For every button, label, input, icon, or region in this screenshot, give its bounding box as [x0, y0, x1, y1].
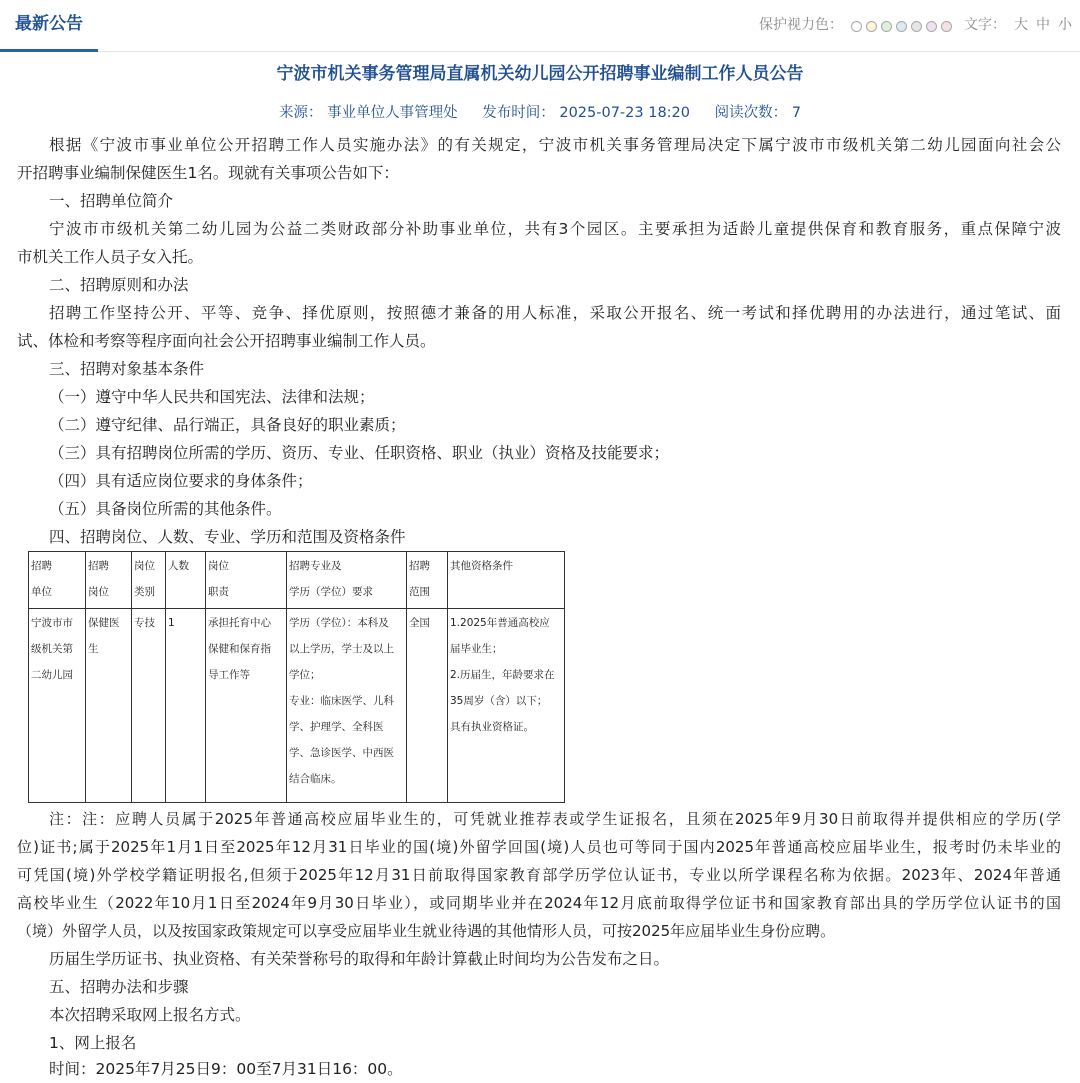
article-title: 宁波市机关事务管理局直属机关幼儿园公开招聘事业编制工作人员公告: [276, 64, 804, 84]
article-publish-time: 发布时间： 2025-07-23 18:20: [482, 105, 691, 121]
text-size-label: 文字：: [964, 17, 1006, 34]
body-line: 市机关工作人员子女入托。: [17, 248, 204, 266]
header-cell: 其他资格条件: [448, 552, 565, 609]
body-line: 宁波市市级机关第二幼儿园为公益二类财政部分补助事业单位，共有3个园区。主要承担为适龄儿童提供保育和教育服务，重点保障宁波: [49, 220, 1061, 238]
top-bar: [0, 0, 1080, 52]
body-line: 根据《宁波市事业单位公开招聘工作人员实施办法》的有关规定，宁波市机关事务管理局决定下属宁波市市级机关第二幼儿园面向社会公: [49, 136, 1061, 154]
table-cell: 宁波市市 级机关第 二幼儿园: [29, 609, 86, 803]
display-preferences: [759, 0, 1072, 52]
table-header-row: [29, 552, 565, 609]
header-cell: 招聘 岗位: [86, 552, 132, 609]
table-cell: 1.2025年普通高校应 届毕业生； 2.历届生，年龄要求在 35周岁（含）以下； 具有执业资格证。: [448, 609, 565, 803]
header-cell: 人数: [166, 552, 206, 609]
body-line: 开招聘事业编制保健医生1名。现就有关事项公告如下：: [17, 164, 399, 182]
body-line: 时间：2025年7月25日9：00至7月31日16：00。: [49, 1060, 403, 1078]
table-cell: 承担托育中心 保健和保育指 导工作等: [206, 609, 287, 803]
table-cell: 保健医 生: [86, 609, 132, 803]
section-heading: 二、招聘原则和办法: [49, 276, 189, 294]
note-line: 注：注：应聘人员属于2025年普通高校应届毕业生的，可凭就业推荐表或学生证报名，且须在2025年9月30日前取得并提供相应的学历(学: [49, 810, 1061, 828]
body-line: 招聘工作坚持公开、平等、竞争、择优原则，按照德才兼备的用人标准，采取公开报名、统一考试和择优聘用的办法进行，通过笔试、面: [49, 304, 1061, 322]
table-cell: 学历（学位）：本科及 以上学历，学士及以上 学位； 专业：临床医学、儿科 学、护理学、全科医 学、急诊医学、中西医 结合临床。: [287, 609, 407, 803]
section-heading: 一、招聘单位简介: [49, 192, 174, 210]
table-cell: 全国: [407, 609, 448, 803]
body-line: 试、体检和考察等程序面向社会公开招聘事业编制工作人员。: [17, 332, 436, 350]
header-cell: 招聘专业及 学历（学位）要求: [287, 552, 407, 609]
body-line: 历届生学历证书、执业资格、有关荣誉称号的取得和年龄计算截止时间均为公告发布之日。: [49, 950, 670, 968]
color-swatch-5[interactable]: [911, 21, 922, 32]
body-line: 1、网上报名: [49, 1034, 137, 1052]
color-swatch-7[interactable]: [941, 21, 952, 32]
header-cell: 岗位 类别: [132, 552, 166, 609]
tab-latest-notice[interactable]: 最新公告: [0, 0, 98, 52]
color-swatches: [849, 21, 954, 32]
article-meta: [0, 104, 1080, 122]
header-cell: 招聘 范围: [407, 552, 448, 609]
body-line: 本次招聘采取网上报名方式。: [49, 1006, 251, 1024]
color-swatch-1[interactable]: [851, 21, 862, 32]
eye-protection-label: 保护视力色：: [759, 17, 843, 34]
color-swatch-4[interactable]: [896, 21, 907, 32]
font-size-large-button[interactable]: 大: [1014, 17, 1028, 34]
section-heading: 三、招聘对象基本条件: [49, 360, 205, 378]
note-line: 位)证书;属于2025年1月1日至2025年12月31日毕业的国(境)外留学回国(境)人员也可等同于国内2025年普通高校应届毕业生，报考时仍未毕业的: [17, 838, 1061, 856]
note-line: 高校毕业生（2022年10月1日至2024年9月30日毕业），或同期毕业并在2024年12月底前取得学位证书和国家教育部出具的学历学位认证书的国: [17, 894, 1061, 912]
article-views: 阅读次数： 7: [714, 105, 801, 121]
note-line: 可凭国(境)外学校学籍证明报名,但须于2025年12月31日前取得国家教育部学历学位认证书，专业以所学课程名称为依据。2023年、2024年普通: [17, 866, 1061, 884]
font-size-medium-button[interactable]: 中: [1036, 17, 1050, 34]
condition-item: （一）遵守中华人民共和国宪法、法律和法规；: [49, 388, 375, 406]
condition-item: （四）具有适应岗位要求的身体条件；: [49, 472, 313, 490]
section-heading: 五、招聘办法和步骤: [49, 978, 189, 996]
header-cell: 招聘 单位: [29, 552, 86, 609]
condition-item: （二）遵守纪律、品行端正，具备良好的职业素质；: [49, 416, 406, 434]
table-cell: 1: [166, 609, 206, 803]
font-size-small-button[interactable]: 小: [1058, 17, 1072, 34]
note-line: （境）外留学人员，以及按国家政策规定可以享受应届毕业生就业待遇的其他情形人员，可按2025年应届毕业生身份应聘。: [17, 922, 836, 940]
color-swatch-3[interactable]: [881, 21, 892, 32]
table-cell: 专技: [132, 609, 166, 803]
recruitment-table: [28, 551, 565, 803]
table-row: [29, 609, 565, 803]
section-heading: 四、招聘岗位、人数、专业、学历和范围及资格条件: [49, 528, 406, 546]
condition-item: （五）具备岗位所需的其他条件。: [49, 500, 282, 518]
article-source: 来源： 事业单位人事管理处: [279, 105, 458, 121]
color-swatch-2[interactable]: [866, 21, 877, 32]
header-cell: 岗位 职责: [206, 552, 287, 609]
color-swatch-6[interactable]: [926, 21, 937, 32]
condition-item: （三）具有招聘岗位所需的学历、资历、专业、任职资格、职业（执业）资格及技能要求；: [49, 444, 670, 462]
